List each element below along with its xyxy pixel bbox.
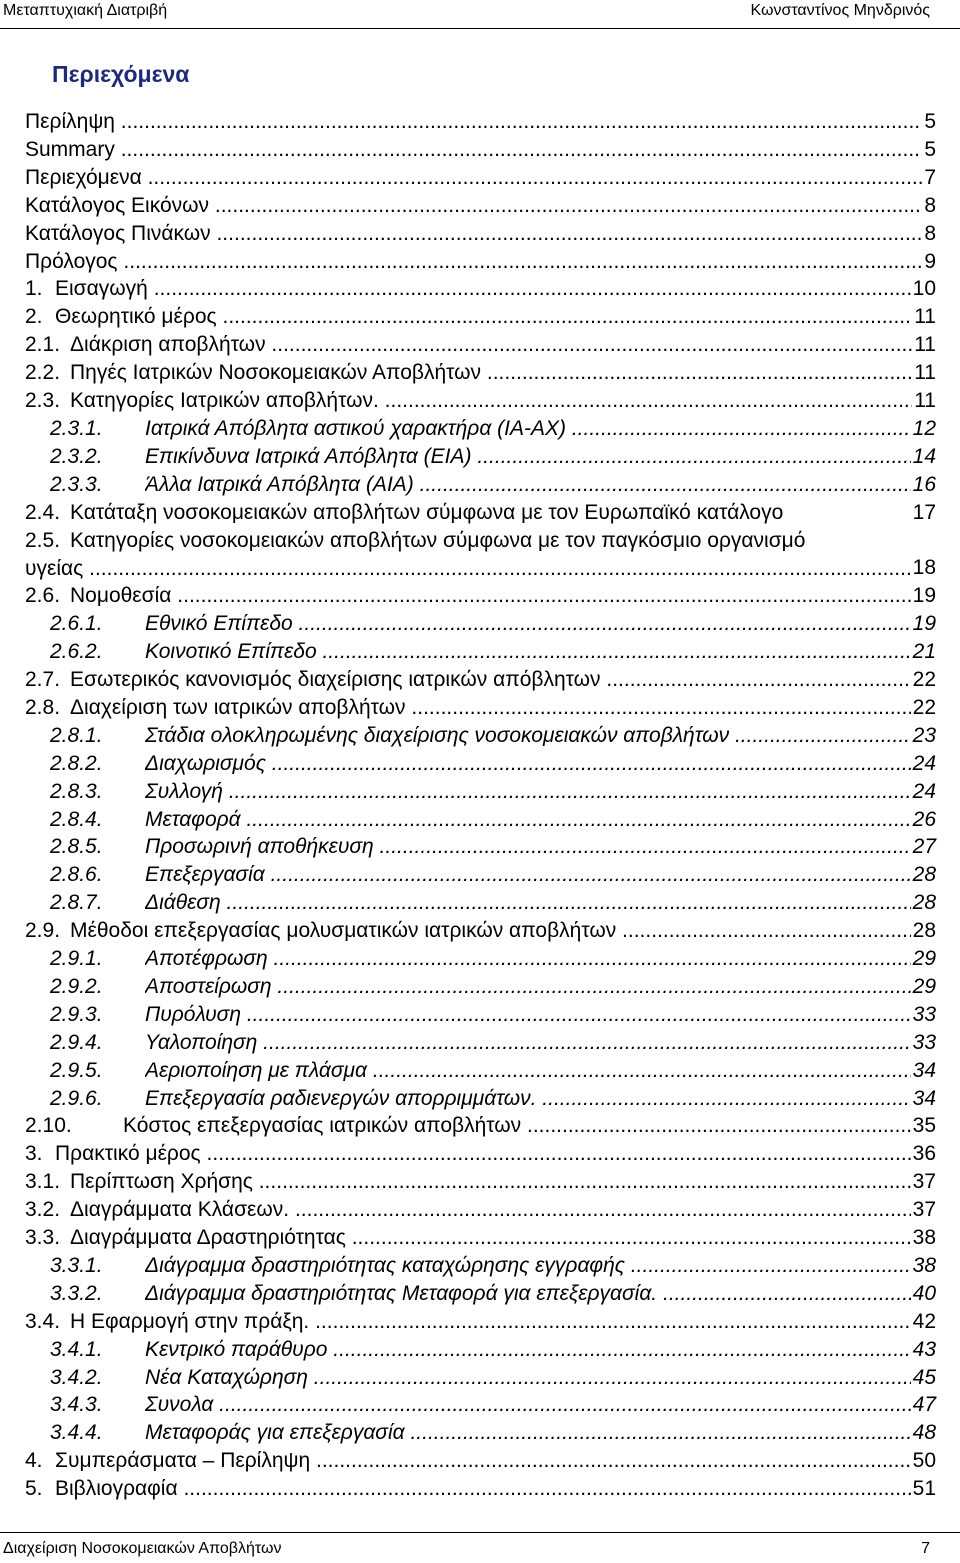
toc-entry-title: Αποστείρωση ..... — [145, 973, 936, 1001]
toc-entry-number: 2.3. — [25, 389, 61, 412]
toc-entry-page: 11 — [912, 331, 936, 359]
toc-entry-title: Στάδια ολοκληρωμένης διαχείρισης νοσοκομειακών αποβλήτων ..... — [145, 722, 936, 750]
toc-entry[interactable] — [25, 415, 936, 443]
toc-entry-title: Μεταφοράς για επεξεργασία ..... — [145, 1419, 936, 1447]
toc-entry[interactable] — [25, 1391, 936, 1419]
toc-entry-page: 36 — [911, 1140, 936, 1168]
toc-entry-page: 14 — [911, 443, 936, 471]
toc-entry-page: 8 — [922, 192, 936, 220]
header-author: Κωνσταντίνος Μηνδρινός — [750, 2, 930, 19]
toc-entry-number: 3. — [25, 1142, 43, 1166]
toc-entry-page: 34 — [911, 1057, 936, 1085]
toc-entry[interactable] — [25, 1364, 936, 1392]
footer-page-number: 7 — [921, 1540, 930, 1557]
toc-entry-number: 2.9.3. — [50, 1002, 103, 1026]
toc-entry-title: Διαχείριση των ιατρικών αποβλήτων ..... — [70, 694, 936, 722]
toc-entry-number: 2.8.5. — [50, 835, 103, 859]
toc-entry-page: 42 — [911, 1308, 936, 1336]
toc-entry-number: 2.8.7. — [50, 891, 103, 915]
toc-entry-number: 3.3. — [25, 1226, 61, 1249]
toc-entry-page: 23 — [911, 722, 936, 750]
toc-entry[interactable] — [25, 778, 936, 806]
toc-entry[interactable] — [25, 582, 936, 610]
toc-entry-title: Θεωρητικό μέρος ..... — [55, 303, 936, 331]
toc-entry-number: 3.3.2. — [50, 1281, 103, 1305]
toc-entry-page: 33 — [911, 1001, 936, 1029]
toc-entry-page: 11 — [912, 387, 936, 415]
toc-entry-page: 12 — [911, 415, 936, 443]
toc-entry-title: Περιεχόμενα ..... — [25, 164, 936, 192]
toc-entry-page: 21 — [911, 638, 936, 666]
toc-entry[interactable] — [25, 1001, 936, 1029]
toc-entry[interactable] — [25, 499, 936, 527]
toc-entry-title: Εσωτερικός κανονισμός διαχείρισης ιατρικών απόβλητων ..... — [70, 666, 936, 694]
toc-entry-page: 16 — [911, 471, 936, 499]
toc-entry-page: 22 — [911, 694, 936, 722]
toc-entry-title: Κόστος επεξεργασίας ιατρικών αποβλήτων ..... — [123, 1112, 936, 1140]
toc-entry[interactable] — [25, 666, 936, 694]
toc-entry[interactable] — [25, 164, 936, 192]
toc-entry-page: 18 — [911, 554, 936, 582]
toc-entry-title-continuation: υγείας ..... — [25, 555, 936, 583]
toc-entry[interactable] — [25, 275, 936, 303]
toc-entry-page: 33 — [911, 1029, 936, 1057]
toc-entry[interactable] — [25, 1224, 936, 1252]
toc-entry-title: Αεριοποίηση με πλάσμα ..... — [145, 1057, 936, 1085]
toc-entry-number: 2.4. — [25, 500, 61, 524]
toc-entry[interactable] — [25, 889, 936, 917]
toc-entry[interactable] — [25, 1029, 936, 1057]
toc-entry-page: 50 — [911, 1447, 936, 1475]
toc-entry-page: 11 — [912, 359, 936, 387]
toc-entry-number: 2.3.3. — [50, 472, 103, 496]
toc-entry[interactable] — [25, 1085, 936, 1113]
toc-entry-number: 2.1. — [25, 333, 61, 357]
toc-entry-number: 2.8.3. — [50, 779, 103, 803]
toc-entry-page: 29 — [911, 973, 936, 1001]
toc-entry[interactable] — [25, 1112, 936, 1140]
toc-entry[interactable] — [25, 471, 936, 499]
toc-entry-title: Κατάλογος Εικόνων ..... — [25, 192, 936, 220]
toc-entry-title: Νέα Καταχώρηση ..... — [145, 1364, 936, 1392]
toc-entry-title: Προσωρινή αποθήκευση ..... — [145, 833, 936, 861]
toc-entry-number: 2.3.2. — [50, 444, 103, 468]
toc-entry[interactable] — [25, 1168, 936, 1196]
toc-entry-title: Ιατρικά Απόβλητα αστικού χαρακτήρα (ΙΑ-ΑΧ) ..... — [145, 415, 936, 443]
toc-entry-title: Πρακτικό μέρος ..... — [55, 1140, 936, 1168]
toc-entry-title: Κεντρικό παράθυρο ..... — [145, 1336, 936, 1364]
toc-entry-title: Πηγές Ιατρικών Νοσοκομειακών Αποβλήτων ..... — [70, 359, 936, 387]
toc-entry-number: 2.7. — [25, 668, 61, 691]
toc-entry-page: 27 — [911, 833, 936, 861]
toc-entry-title: Διαγράμματα Δραστηριότητας ..... — [70, 1224, 936, 1252]
toc-entry-page: 47 — [911, 1391, 936, 1419]
toc-entry[interactable] — [25, 750, 936, 778]
toc-entry-number: 2.8.4. — [50, 807, 103, 831]
toc-entry-number: 2.5. — [25, 528, 61, 552]
toc-entry-page: 48 — [911, 1419, 936, 1447]
toc-entry-page: 43 — [911, 1336, 936, 1364]
toc-entry[interactable] — [25, 192, 936, 220]
toc-entry-page: 28 — [911, 917, 936, 945]
toc-entry-title: Κατηγορίες Ιατρικών αποβλήτων. ..... — [70, 387, 936, 415]
toc-entry[interactable] — [25, 359, 936, 387]
page-footer — [0, 1532, 960, 1563]
toc-entry-number: 2.6.2. — [50, 640, 103, 664]
toc-entry-title: Πρόλογος ..... — [25, 248, 936, 276]
toc-entry-page: 40 — [911, 1280, 936, 1308]
toc-entry-number: 2.9.5. — [50, 1058, 103, 1082]
toc-entry[interactable] — [25, 1280, 936, 1308]
toc-entry-title: Η Εφαρμογή στην πράξη. ..... — [70, 1308, 936, 1336]
toc-entry-title: Μέθοδοι επεξεργασίας μολυσματικών ιατρικών αποβλήτων ..... — [70, 917, 936, 945]
footer-title: Διαχείριση Νοσοκομειακών Αποβλήτων — [3, 1540, 282, 1557]
toc-entry-title: Βιβλιογραφία ..... — [55, 1475, 936, 1503]
toc-entry[interactable] — [25, 331, 936, 359]
toc-entry[interactable] — [25, 1057, 936, 1085]
toc-entry-number: 2.6. — [25, 584, 61, 608]
toc-entry-page: 5 — [922, 108, 936, 136]
toc-entry-title: Κατηγορίες νοσοκομειακών αποβλήτων σύμφωνα με τον παγκόσμιο οργανισμό — [70, 528, 806, 552]
toc-entry-title: Διάγραμμα δραστηριότητας Μεταφορά για επεξεργασία. ..... — [145, 1280, 936, 1308]
toc-entry[interactable] — [25, 136, 936, 164]
toc-entry-title: Επικίνδυνα Ιατρικά Απόβλητα (ΕΙΑ) ..... — [145, 443, 936, 471]
toc-entry[interactable] — [25, 1336, 936, 1364]
toc-entry-number: 2.8. — [25, 695, 61, 719]
toc-entry-number: 3.4.2. — [50, 1365, 103, 1389]
toc-entry-page: 17 — [911, 499, 936, 527]
toc-entry-page: 8 — [922, 220, 936, 248]
toc-entry-title: Συνολα ..... — [145, 1391, 936, 1419]
toc-entry-title: Νομοθεσία ..... — [70, 582, 936, 610]
toc-entry[interactable] — [25, 248, 936, 276]
toc-entry-page: 22 — [911, 666, 936, 694]
toc-entry-page: 24 — [911, 750, 936, 778]
toc-entry[interactable] — [25, 1196, 936, 1224]
toc-entry-number: 2.10. — [25, 1114, 72, 1138]
toc-entry-number: 3.4.4. — [50, 1421, 103, 1445]
toc-entry-title: Υαλοποίηση ..... — [145, 1029, 936, 1057]
toc-entry-title: Συμπεράσματα – Περίληψη ..... — [55, 1447, 936, 1475]
toc-entry-number: 2.9.6. — [50, 1086, 103, 1110]
toc-entry[interactable] — [25, 1419, 936, 1447]
toc-entry[interactable] — [25, 833, 936, 861]
toc-entry[interactable] — [25, 806, 936, 834]
toc-entry-title: Διάγραμμα δραστηριότητας καταχώρησης εγγραφής ..... — [145, 1252, 936, 1280]
toc-entry-page: 10 — [911, 275, 936, 303]
toc-entry-title: Διάθεση ..... — [145, 889, 936, 917]
toc-entry[interactable] — [25, 917, 936, 945]
toc-entry[interactable] — [25, 694, 936, 722]
toc-entry-number: 4. — [25, 1449, 43, 1473]
toc-entry-title: Εισαγωγή ..... — [55, 275, 936, 303]
toc-entry-page: 45 — [911, 1364, 936, 1392]
toc-entry-page: 29 — [911, 945, 936, 973]
toc-heading: Περιεχόμενα — [52, 61, 190, 87]
toc-entry-page: 19 — [911, 610, 936, 638]
toc-entry-number: 2.9. — [25, 919, 61, 943]
toc-entry-number: 2.9.4. — [50, 1030, 103, 1054]
toc-entry-page: 38 — [911, 1224, 936, 1252]
toc-entry[interactable] — [25, 1252, 936, 1280]
toc-entry[interactable] — [25, 945, 936, 973]
toc-entry-title: Εθνικό Επίπεδο ..... — [145, 610, 936, 638]
toc-entry-page: 28 — [911, 889, 936, 917]
toc-entry-title: Περίληψη ..... — [25, 108, 936, 136]
toc-entry[interactable] — [25, 722, 936, 750]
toc-entry-title: Επεξεργασία ραδιενεργών απορριμμάτων. ..... — [145, 1085, 936, 1113]
toc-entry[interactable] — [25, 1308, 936, 1336]
toc-entry-number: 2.3.1. — [50, 416, 103, 440]
toc-entry-number: 3.4.1. — [50, 1337, 103, 1361]
toc-entry[interactable] — [25, 1447, 936, 1475]
toc-entry-page: 28 — [911, 861, 936, 889]
toc-entry-title: Αποτέφρωση ..... — [145, 945, 936, 973]
toc-entry[interactable] — [25, 638, 936, 666]
toc-entry[interactable] — [25, 220, 936, 248]
toc-entry-number: 2.2. — [25, 361, 61, 385]
toc-entry-page: 38 — [911, 1252, 936, 1280]
toc-entry[interactable] — [25, 527, 936, 583]
toc-entry-title: Διάκριση αποβλήτων ..... — [70, 331, 936, 359]
toc-entry[interactable] — [25, 108, 936, 136]
toc-entry-title: Κοινοτικό Επίπεδο ..... — [145, 638, 936, 666]
toc-entry-page: 19 — [911, 582, 936, 610]
toc-entry-page: 5 — [922, 136, 936, 164]
toc-entry-title: Περίπτωση Χρήσης ..... — [70, 1168, 936, 1196]
toc-entry-number: 2.6.1. — [50, 612, 103, 636]
toc-entry-title: Συλλογή ..... — [145, 778, 936, 806]
toc-entry-title: Summary ..... — [25, 136, 936, 164]
toc-entry-number: 3.4. — [25, 1309, 61, 1333]
toc-entry-title: Μεταφορά ..... — [145, 806, 936, 834]
header-thesis-type: Μεταπτυχιακή Διατριβή — [3, 2, 168, 19]
toc-entry-number: 2.8.2. — [50, 751, 103, 775]
toc-entry-number: 5. — [25, 1477, 43, 1501]
toc-entry[interactable] — [25, 303, 936, 331]
toc-entry-number: 2.8.1. — [50, 723, 103, 747]
toc-entry-page: 51 — [911, 1475, 936, 1503]
toc-entry-page: 11 — [912, 303, 936, 331]
toc-entry-number: 1. — [25, 277, 43, 301]
toc-entry-number: 3.3.1. — [50, 1253, 103, 1277]
toc-entry-title: Πυρόλυση ..... — [145, 1001, 936, 1029]
page-header — [0, 0, 960, 29]
toc-entry[interactable] — [25, 610, 936, 638]
toc-entry-number: 2.8.6. — [50, 863, 103, 887]
toc-entry-number: 3.2. — [25, 1198, 61, 1222]
toc-entry-title: Κατάλογος Πινάκων ..... — [25, 220, 936, 248]
toc-entry[interactable] — [25, 1475, 936, 1503]
toc-entry[interactable] — [25, 973, 936, 1001]
toc-entry-number: 3.4.3. — [50, 1393, 103, 1417]
toc-entry[interactable] — [25, 443, 936, 471]
toc-entry[interactable] — [25, 387, 936, 415]
toc-entry-page: 7 — [922, 164, 936, 192]
toc-entry-page: 37 — [911, 1168, 936, 1196]
toc-entry-title: Επεξεργασία ..... — [145, 861, 936, 889]
toc-entry-number: 2. — [25, 305, 43, 329]
toc-entry-page: 34 — [911, 1085, 936, 1113]
toc-entry-title: Διαγράμματα Κλάσεων. ..... — [70, 1196, 936, 1224]
toc-entry[interactable] — [25, 861, 936, 889]
toc-entry-number: 2.9.2. — [50, 974, 103, 998]
toc-entry-number: 3.1. — [25, 1170, 61, 1194]
toc-entry-number: 2.9.1. — [50, 947, 103, 970]
toc-entry-page: 9 — [922, 248, 936, 276]
toc-entry-title: Κατάταξη νοσοκομειακών αποβλήτων σύμφωνα με τον Ευρωπαϊκό κατάλογο — [70, 500, 784, 524]
toc-entry[interactable] — [25, 1140, 936, 1168]
toc-entry-page: 37 — [911, 1196, 936, 1224]
toc-entry-title: Άλλα Ιατρικά Απόβλητα (ΑΙΑ) ..... — [145, 471, 936, 499]
toc-entry-title: Διαχωρισμός ..... — [145, 750, 936, 778]
toc-entry-page: 35 — [911, 1112, 936, 1140]
toc-entry-page: 24 — [911, 778, 936, 806]
toc-entry-page: 26 — [911, 806, 936, 834]
